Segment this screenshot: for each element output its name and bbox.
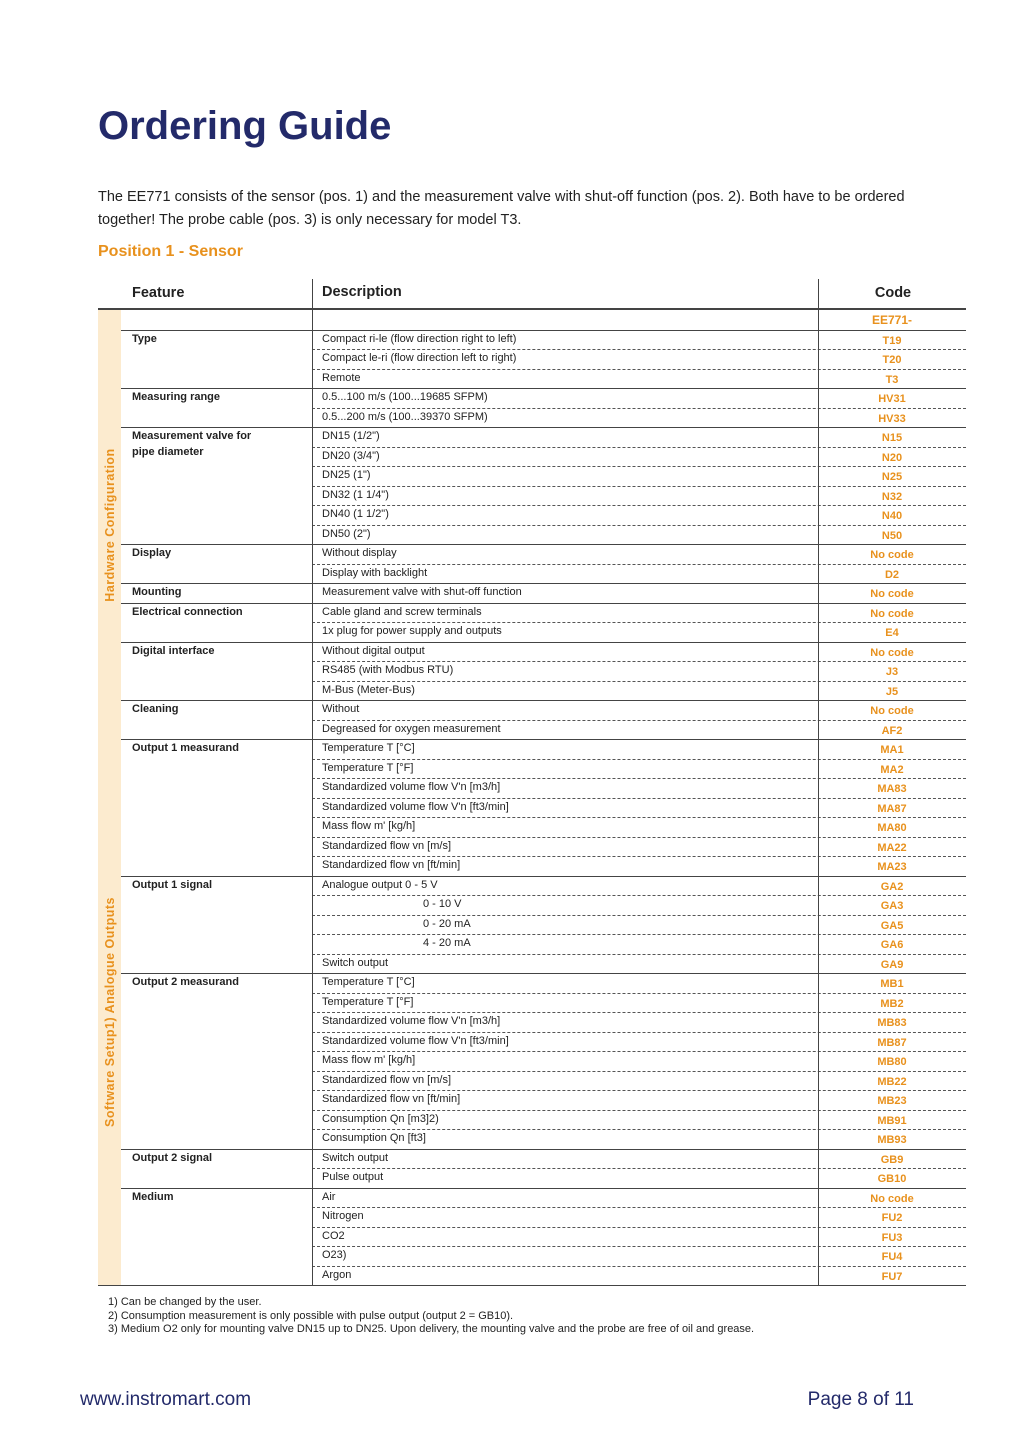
table-row xyxy=(98,876,966,896)
row-separator xyxy=(312,1051,966,1052)
code-value: MA23 xyxy=(877,861,907,873)
row-separator xyxy=(121,544,966,545)
code-value: MA87 xyxy=(877,802,907,815)
row-separator xyxy=(312,564,966,565)
code-value: MB83 xyxy=(877,1017,907,1029)
description-text: Compact ri-le (flow direction right to left) xyxy=(322,332,517,345)
row-separator xyxy=(121,973,966,974)
footnote-3: 3) Medium O2 only for mounting valve DN15 up to DN25. Upon delivery, the mounting valve and the probe are free of oil and grease. xyxy=(108,1323,755,1335)
table-row xyxy=(98,447,966,467)
table-row xyxy=(98,1012,966,1032)
code-value: No code xyxy=(870,705,914,717)
row-separator xyxy=(312,505,966,506)
code-value: HV31 xyxy=(878,393,906,405)
code-value: N40 xyxy=(881,510,903,522)
description-text: Consumption Qn [ft3] xyxy=(322,1132,426,1144)
row-separator xyxy=(312,1168,966,1169)
code-value: MA80 xyxy=(877,822,907,834)
description-text: Compact le-ri (flow direction left to right) xyxy=(322,352,517,364)
row-separator xyxy=(312,1071,966,1072)
table-row xyxy=(98,369,966,389)
description-text: 0.5...200 m/s (100...39370 SFPM) xyxy=(322,410,488,423)
code-value: GA5 xyxy=(880,919,904,932)
table-row xyxy=(98,330,966,350)
table-row xyxy=(98,1110,966,1130)
table-row xyxy=(98,486,966,506)
table-row xyxy=(98,466,966,486)
table-row xyxy=(98,739,966,759)
code-value: FU7 xyxy=(881,1270,903,1283)
page-number: Page 8 of 11 xyxy=(807,1389,914,1410)
description-text: Cable gland and screw terminals xyxy=(322,605,482,618)
feature-label: Output 1 measurand xyxy=(132,742,239,754)
row-separator xyxy=(121,739,966,740)
code-value: MB91 xyxy=(877,1114,907,1127)
description-text: Temperature T [°C] xyxy=(322,976,415,988)
code-value: T3 xyxy=(885,373,899,386)
code-value: N15 xyxy=(881,432,903,444)
description-text: Standardized volume flow V'n [m3/h] xyxy=(322,781,501,793)
group-label-text: Hardware Configuration xyxy=(102,447,117,602)
row-separator xyxy=(121,876,966,877)
feature-label: Medium xyxy=(132,1190,174,1203)
table-row xyxy=(98,895,966,915)
table-row xyxy=(98,505,966,525)
code-value: GA2 xyxy=(880,880,904,893)
code-value: MB87 xyxy=(877,1036,907,1049)
code-value: MA83 xyxy=(877,783,907,795)
code-value: MB2 xyxy=(880,997,904,1010)
description-text: DN20 (3/4") xyxy=(322,449,380,462)
code-value: FU3 xyxy=(881,1231,903,1244)
code-value: GA3 xyxy=(880,900,904,912)
feature-label: Digital interface xyxy=(132,644,215,657)
row-separator xyxy=(121,583,966,584)
description-text: Standardized flow vn [ft/min] xyxy=(322,1093,461,1105)
code-value: T20 xyxy=(882,354,902,366)
description-text: Nitrogen xyxy=(322,1210,364,1222)
code-value: No code xyxy=(870,549,914,561)
feature-label: Electrical connection xyxy=(132,605,243,618)
code-value: MB93 xyxy=(877,1134,907,1146)
table-row xyxy=(98,954,966,974)
description-text: Measurement valve with shut-off function xyxy=(322,586,522,598)
code-value: HV33 xyxy=(878,412,906,425)
table-row xyxy=(98,700,966,720)
row-separator xyxy=(312,369,966,370)
code-value: E4 xyxy=(885,627,899,639)
row-separator xyxy=(312,759,966,760)
row-separator xyxy=(312,349,966,350)
table-row xyxy=(98,583,966,603)
table-bottom-line xyxy=(98,1285,966,1286)
code-value: N50 xyxy=(881,529,903,542)
row-separator xyxy=(312,778,966,779)
description-text: 1x plug for power supply and outputs xyxy=(322,625,502,637)
table-row xyxy=(98,720,966,740)
description-text: DN40 (1 1/2") xyxy=(322,508,389,520)
description-text: Mass flow m' [kg/h] xyxy=(322,1054,416,1066)
table-body xyxy=(98,310,966,1285)
table-header xyxy=(98,279,966,310)
description-text: Without digital output xyxy=(322,644,425,657)
table-row xyxy=(98,759,966,779)
row-separator xyxy=(312,817,966,818)
table-row xyxy=(98,1149,966,1169)
table-row xyxy=(98,934,966,954)
row-separator xyxy=(312,856,966,857)
table-row xyxy=(98,1207,966,1227)
group-label xyxy=(98,310,121,739)
table-row xyxy=(98,1051,966,1071)
row-separator xyxy=(121,330,966,331)
row-separator xyxy=(312,447,966,448)
code-value: GA9 xyxy=(880,958,904,971)
section-heading: Position 1 - Sensor xyxy=(98,243,243,260)
code-value: GA6 xyxy=(880,939,904,951)
table-row xyxy=(98,817,966,837)
table-row xyxy=(98,603,966,623)
description-text: DN25 (1") xyxy=(322,469,371,481)
code-value: J3 xyxy=(885,666,899,678)
code-value: MA2 xyxy=(880,763,904,776)
footer-url[interactable]: www.instromart.com xyxy=(80,1389,252,1410)
code-value: No code xyxy=(870,646,914,659)
table-row xyxy=(98,661,966,681)
description-text: M-Bus (Meter-Bus) xyxy=(322,683,415,696)
table-row xyxy=(98,642,966,662)
row-separator xyxy=(312,661,966,662)
description-text: CO2 xyxy=(322,1229,345,1242)
row-separator xyxy=(312,1266,966,1267)
table-row xyxy=(98,837,966,857)
footnote-1: 1) Can be changed by the user. xyxy=(108,1296,262,1308)
table-row xyxy=(98,388,966,408)
column-divider xyxy=(312,310,313,1285)
row-separator xyxy=(312,915,966,916)
feature-label: Type xyxy=(132,332,157,345)
row-separator xyxy=(121,388,966,389)
base-code-row xyxy=(98,310,966,330)
description-text: Pulse output xyxy=(322,1171,384,1183)
row-separator xyxy=(312,1246,966,1247)
feature-label: Measuring range xyxy=(132,391,221,403)
description-text: DN32 (1 1/4") xyxy=(322,488,389,501)
table-row xyxy=(98,544,966,564)
row-separator xyxy=(312,408,966,409)
code-value: T19 xyxy=(882,334,902,347)
feature-label: Output 2 measurand xyxy=(132,976,239,988)
description-text: 0 - 10 V xyxy=(423,898,462,910)
row-separator xyxy=(312,525,966,526)
feature-label: Output 1 signal xyxy=(132,878,213,891)
row-separator xyxy=(312,1110,966,1111)
description-text: Analogue output 0 - 5 V xyxy=(322,878,438,891)
row-separator xyxy=(121,1188,966,1189)
row-separator xyxy=(312,486,966,487)
code-value: MB80 xyxy=(877,1056,907,1068)
table-row xyxy=(98,973,966,993)
table-row xyxy=(98,408,966,428)
description-text: Switch output xyxy=(322,1151,389,1164)
table-row xyxy=(98,856,966,876)
description-text: Temperature T [°F] xyxy=(322,761,414,774)
row-separator xyxy=(312,1012,966,1013)
description-text: Degreased for oxygen measurement xyxy=(322,722,501,735)
header-feature: Feature xyxy=(132,285,185,301)
description-text: Standardized flow vn [ft/min] xyxy=(322,859,461,871)
code-value: MB22 xyxy=(877,1075,907,1088)
row-separator xyxy=(312,1090,966,1091)
code-value: GB10 xyxy=(877,1173,907,1185)
header-description: Description xyxy=(322,284,402,300)
description-text: DN50 (2") xyxy=(322,527,371,540)
code-value: N32 xyxy=(881,490,903,503)
row-separator xyxy=(312,837,966,838)
row-separator xyxy=(121,603,966,604)
description-text: Consumption Qn [m3]2) xyxy=(322,1112,439,1125)
page-title: Ordering Guide xyxy=(98,104,392,148)
row-separator xyxy=(312,954,966,955)
description-text: Standardized volume flow V'n [ft3/min] xyxy=(322,1034,509,1047)
description-text: Standardized flow vn [m/s] xyxy=(322,839,452,852)
code-value: D2 xyxy=(884,568,900,581)
code-value: MA22 xyxy=(877,841,907,854)
row-separator xyxy=(121,700,966,701)
table-row xyxy=(98,1090,966,1110)
row-separator xyxy=(312,798,966,799)
description-text: Mass flow m' [kg/h] xyxy=(322,820,416,832)
feature-label: Display xyxy=(132,547,172,559)
row-separator xyxy=(312,1032,966,1033)
description-text: Temperature T [°C] xyxy=(322,742,415,754)
code-value: MB1 xyxy=(880,978,904,990)
feature-label: Cleaning xyxy=(132,703,179,715)
group-label xyxy=(98,739,121,1285)
code-value: AF2 xyxy=(881,724,903,737)
table-row xyxy=(98,349,966,369)
description-text: Standardized flow vn [m/s] xyxy=(322,1073,452,1086)
code-value: N20 xyxy=(881,451,903,464)
code-value: N25 xyxy=(881,471,903,483)
table-row xyxy=(98,1246,966,1266)
code-value: No code xyxy=(870,588,914,600)
code-value: FU4 xyxy=(881,1251,903,1263)
footnotes xyxy=(108,1296,754,1337)
feature-label: Output 2 signal xyxy=(132,1151,213,1164)
row-separator xyxy=(121,1149,966,1150)
column-divider xyxy=(818,310,819,1285)
description-text: Display with backlight xyxy=(322,566,428,579)
feature-label-line2: pipe diameter xyxy=(132,446,204,458)
table-row xyxy=(98,993,966,1013)
row-separator xyxy=(312,622,966,623)
footnote-2: 2) Consumption measurement is only possible with pulse output (output 2 = GB10). xyxy=(108,1309,514,1322)
description-text: DN15 (1/2") xyxy=(322,430,380,442)
description-text: Standardized volume flow V'n [m3/h] xyxy=(322,1015,501,1027)
code-value: MA1 xyxy=(880,744,904,756)
table-row xyxy=(98,681,966,701)
description-text: RS485 (with Modbus RTU) xyxy=(322,664,454,676)
description-text: 4 - 20 mA xyxy=(423,937,471,949)
code-value: J5 xyxy=(885,685,899,698)
table-row xyxy=(98,778,966,798)
header-code: Code xyxy=(874,285,912,301)
ordering-table xyxy=(98,279,966,1285)
description-text: 0.5...100 m/s (100...19685 SFPM) xyxy=(322,391,488,403)
table-row xyxy=(98,1071,966,1091)
code-value: MB23 xyxy=(877,1095,907,1107)
table-row xyxy=(98,1266,966,1286)
description-text: O23) xyxy=(322,1249,347,1261)
table-row xyxy=(98,1168,966,1188)
row-separator xyxy=(312,993,966,994)
code-value: No code xyxy=(870,607,914,620)
intro-paragraph: The EE771 consists of the sensor (pos. 1) and the measurement valve with shut-off function (pos. 2). Both have to be ordered together! The probe cable (pos. 3) is only necessary for model T3. xyxy=(98,189,905,228)
table-row xyxy=(98,1188,966,1208)
description-text: Without xyxy=(322,703,360,715)
description-text: 0 - 20 mA xyxy=(423,917,471,930)
feature-label: Measurement valve for xyxy=(132,430,252,442)
table-row xyxy=(98,1032,966,1052)
table-row xyxy=(98,915,966,935)
row-separator xyxy=(312,1207,966,1208)
table-row xyxy=(98,525,966,545)
description-text: Argon xyxy=(322,1268,352,1281)
feature-label: Mounting xyxy=(132,586,182,598)
row-separator xyxy=(312,1129,966,1130)
row-separator xyxy=(312,895,966,896)
row-separator xyxy=(121,642,966,643)
table-row xyxy=(98,1227,966,1247)
row-separator xyxy=(312,466,966,467)
row-separator xyxy=(312,1227,966,1228)
description-text: Without display xyxy=(322,547,397,559)
table-row xyxy=(98,798,966,818)
description-text: Standardized volume flow V'n [ft3/min] xyxy=(322,800,509,813)
description-text: Remote xyxy=(322,371,361,384)
code-value: FU2 xyxy=(881,1212,903,1224)
code-value: GB9 xyxy=(880,1153,904,1166)
table-row xyxy=(98,622,966,642)
table-row xyxy=(98,1129,966,1149)
table-row xyxy=(98,564,966,584)
group-label-text: Software Setup1) Analogue Outputs xyxy=(102,897,117,1127)
row-separator xyxy=(121,427,966,428)
description-text: Switch output xyxy=(322,956,389,969)
row-separator xyxy=(312,934,966,935)
row-separator xyxy=(312,720,966,721)
code-value: No code xyxy=(870,1192,914,1205)
base-code: EE771- xyxy=(871,313,913,327)
description-text: Air xyxy=(322,1190,336,1203)
description-text: Temperature T [°F] xyxy=(322,995,414,1008)
row-separator xyxy=(312,681,966,682)
